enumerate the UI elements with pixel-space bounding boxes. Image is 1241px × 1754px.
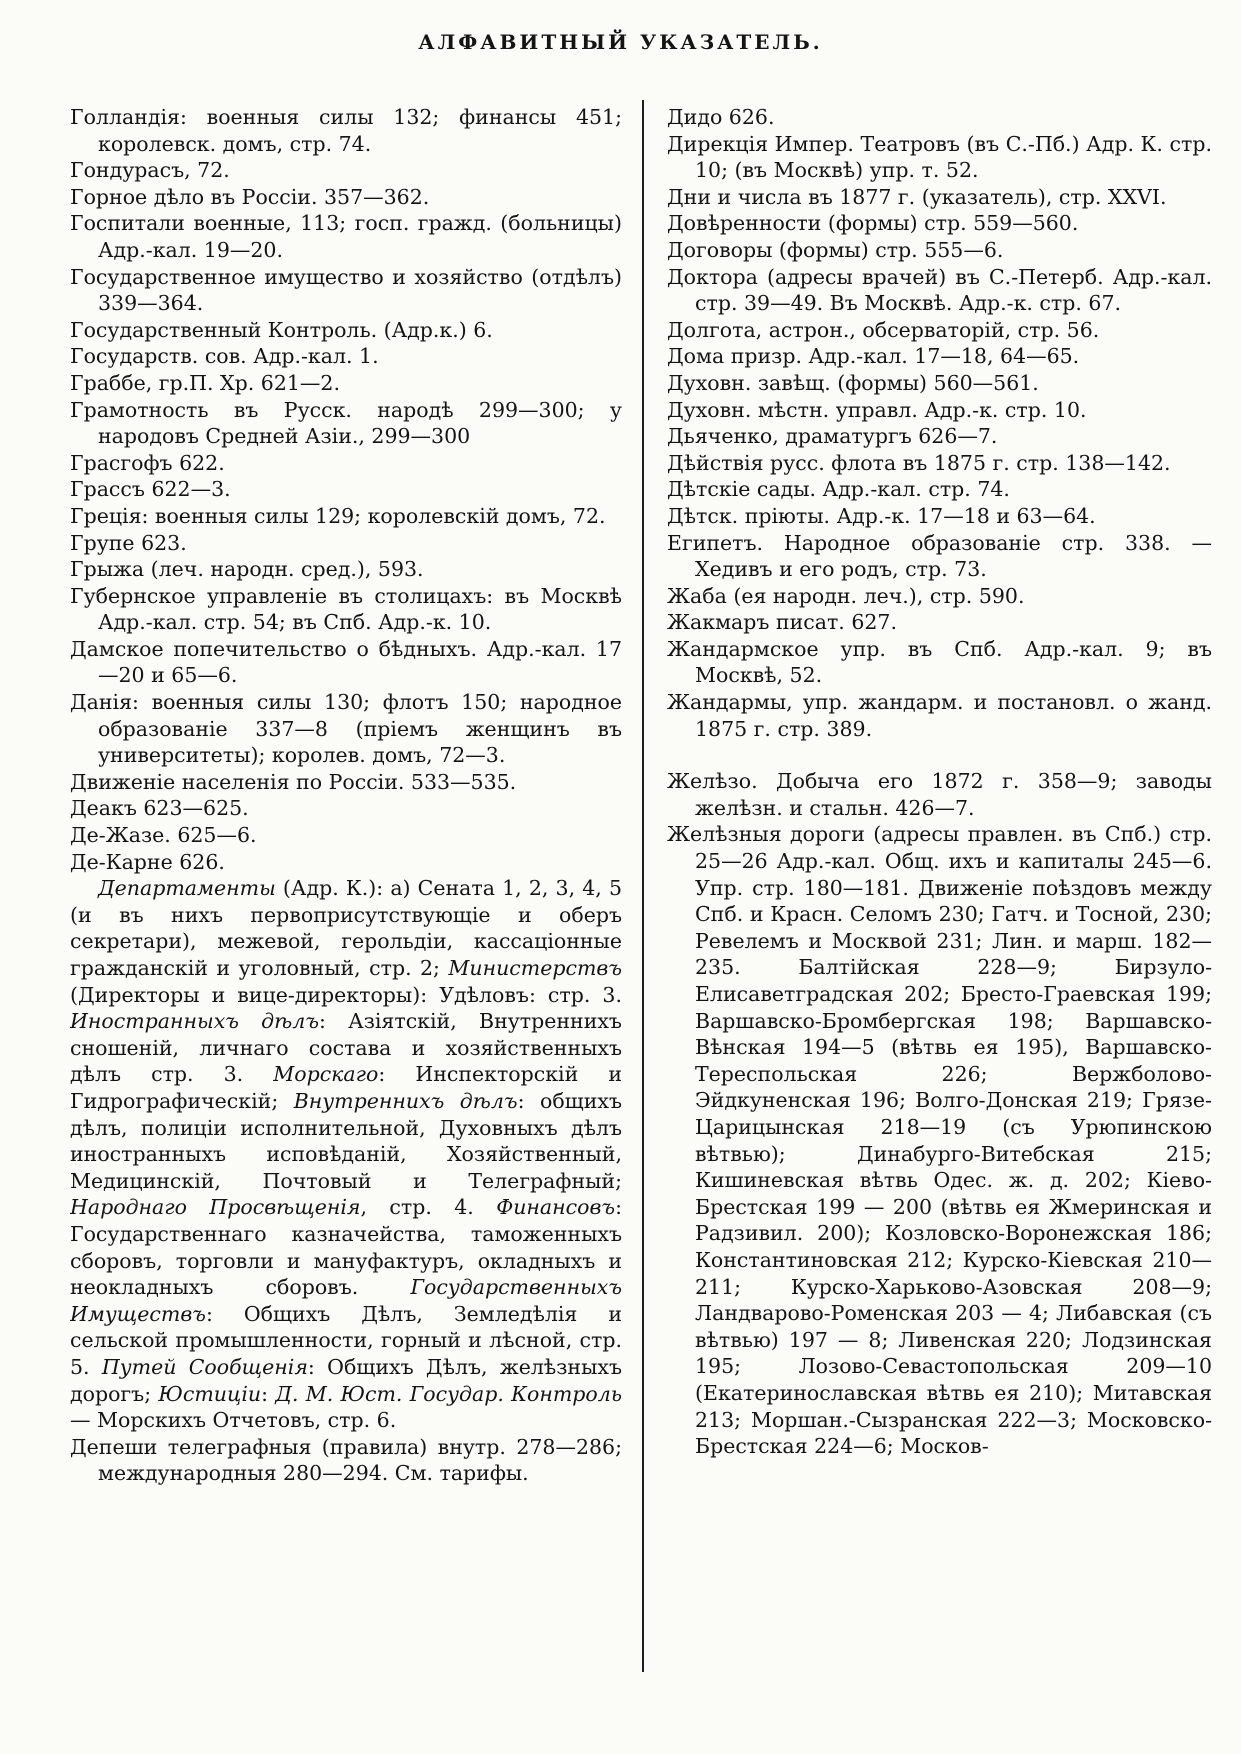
finance-heading: Финансовъ — [496, 1195, 616, 1220]
index-entry: Жандармское упр. въ Спб. Адр.-кал. 9; въ Москвѣ, 52. — [667, 636, 1212, 688]
index-entry: Довѣренности (формы) стр. 559—560. — [667, 211, 1079, 236]
index-entry: Деакъ 623—625. — [70, 796, 249, 821]
ministries-heading: Министерствъ — [448, 956, 622, 980]
index-entry: Депеши телеграфныя (правила) внутр. 278—286; международныя 280—294. См. тарифы. — [70, 1434, 622, 1486]
index-entry: Гондурасъ, 72. — [70, 158, 230, 183]
index-entry: Грассъ 622—3. — [70, 477, 231, 502]
departments-text: : Общихъ Дѣлъ, желѣзныхъ дорогъ; — [70, 1354, 622, 1406]
index-entry: Дома призр. Адр.-кал. 17—18, 64—65. — [667, 344, 1080, 369]
index-entry: Данія: военныя силы 130; флотъ 150; народное образованіе 337—8 (пріемъ женщинъ въ университеты); королев. домъ, 72—3. — [70, 690, 622, 768]
column-divider — [642, 100, 644, 1672]
right-column — [667, 104, 1212, 1724]
left-column — [70, 104, 622, 1724]
departments-text: : Государственнаго казначейства, таможенныхъ сборовъ, торговли и мануфактуръ, окладныхъ и неокладныхъ сборовъ. — [70, 1195, 622, 1300]
index-entry: Госпитали военные, 113; госп. гражд. (больницы) Адр.-кал. 19—20. — [70, 211, 622, 262]
index-entry: Граббе, гр.П. Хр. 621—2. — [70, 370, 340, 395]
index-entry: Государственное имущество и хозяйство (отдѣлъ) 339—364. — [70, 264, 622, 316]
departments-heading: Департаменты — [98, 876, 276, 901]
index-entry: Духовн. мѣстн. управл. Адр.-к. стр. 10. — [667, 397, 1087, 422]
departments-text: (Адр. К.): а) Сената 1, 2, 3, 4, 5 (и въ нихъ первоприсутствующіе и оберъ секретари), межевой, герольдіи, кассаціонные гражданскій и уголовный, стр. 2; — [70, 876, 622, 980]
railways-entry: Желѣзныя дороги (адресы правлен. въ Спб.) стр. 25—26 Адр.-кал. Общ. ихъ и капиталы 245—6. Упр. стр. 180—181. Движеніе поѣздовъ между Спб. и Красн. Селомъ 230; Гатч. и Тосной, 230; Ревелемъ и Москвой 231; Лин. и марш. 182—235. Балтійская 228—9; Бирзуло-Елисаветградская 202; Бресто-Граевская 199; Варшавско-Бромбергская 198; Варшавско-Вѣнская 194—5 (вѣтвь ея 195), Варшавско-Тереспольская 226; Вержболово-Эйдкуненская 196; Волго-Донская 219; Грязе-Царицынская 218—19 (съ Урюпинскою вѣтвью); Динабурго-Витебская 215; Кишиневская вѣтвь Одес. ж. д. 202; Кіево-Брестская 199 — 200 (вѣтвь ея Жмеринская и Радзивил. 200); Козловско-Воронежская 186; Константиновская 212; Курско-Кіевская 210—211; Курско-Харьково-Азовская 208—9; Ландварово-Роменская 203 — 4; Либавская (съ вѣтвью) 197 — 8; Ливенская 220; Лодзинская 195; Лозово-Севастопольская 209—10 (Екатеринославская вѣтвь ея 210); Митавская 213; Моршан.-Сызранская 222—3; Московско-Брестская 224—6; Москов- — [667, 822, 1212, 1459]
index-entry: Де-Карне 626. — [70, 849, 225, 874]
index-entry: Дѣйствія русс. флота въ 1875 г. стр. 138—142. — [667, 450, 1171, 475]
index-entry: Договоры (формы) стр. 555—6. — [667, 237, 1004, 262]
departments-text: : — [261, 1381, 276, 1406]
index-entry: Дѣтск. пріюты. Адр.-к. 17—18 и 63—64. — [667, 503, 1096, 528]
index-entry: Дамское попечительство о бѣдныхъ. Адр.-кал. 17—20 и 65—6. — [70, 636, 622, 688]
index-entry: Дни и числа въ 1877 г. (указатель), стр. XXVI. — [667, 184, 1167, 209]
index-entry: Государственный Контроль. (Адр.к.) 6. — [70, 317, 493, 342]
index-entry: Движеніе населенія по Россіи. 533—535. — [70, 769, 517, 794]
index-entry: Групе 623. — [70, 530, 187, 555]
index-entry: Жандармы, упр. жандарм. и постановл. о жанд. 1875 г. стр. 389. — [667, 690, 1212, 741]
departments-text: : Азіятскій, Внутреннихъ сношеній, личнаго состава и хозяйственныхъ дѣлъ стр. 3. — [70, 1009, 622, 1087]
departments-text: — Морскихъ Отчетовъ, стр. 6. — [70, 1408, 397, 1433]
index-entry: Жаба (ея народн. леч.), стр. 590. — [667, 583, 1025, 608]
index-entry: Государств. сов. Адр.-кал. 1. — [70, 344, 379, 369]
justice-heading: Юстиціи — [158, 1381, 262, 1406]
index-entry: Египетъ. Народное образованіе стр. 338. —Хедивъ и его родъ, стр. 73. — [667, 530, 1212, 582]
index-entry: Дидо 626. — [667, 105, 775, 129]
index-entry: Долгота, астрон., обсерваторій, стр. 56. — [667, 317, 1100, 342]
index-entry: Греція: военныя силы 129; королевскій домъ, 72. — [70, 503, 606, 528]
departments-text: , стр. 4. — [360, 1195, 497, 1220]
page-title: АЛФАВИТНЫЙ УКАЗАТЕЛЬ. — [418, 30, 823, 54]
index-entry: Желѣзо. Добыча его 1872 г. 358—9; заводы желѣзн. и стальн. 426—7. — [667, 769, 1212, 820]
index-entry: Горное дѣло въ Россіи. 357—362. — [70, 184, 430, 209]
index-entry: Грамотность въ Русск. народѣ 299—300; у народовъ Средней Азіи., 299—300 — [70, 397, 622, 449]
index-entry: Дирекція Импер. Театровъ (въ С.-Пб.) Адр. К. стр. 10; (въ Москвѣ) упр. т. 52. — [667, 131, 1212, 183]
education-heading: Народнаго Просвѣщенія — [70, 1195, 361, 1220]
index-entry: Грыжа (леч. народн. сред.), 593. — [70, 557, 424, 582]
index-entry: Духовн. завѣщ. (формы) 560—561. — [667, 370, 1039, 395]
naval-heading: Морскаго — [273, 1062, 379, 1087]
index-entry: Жакмаръ писат. 627. — [667, 610, 897, 635]
index-entry: Дьяченко, драматургъ 626—7. — [667, 424, 998, 449]
departments-text: : общихъ дѣлъ, полиціи исполнительной, Духовныхъ дѣлъ иностранныхъ исповѣданій, Хозяйственный, Медицинскій, Почтовый и Телеграфный; — [70, 1088, 622, 1193]
departments-text: : Инспекторскій и Гидрографическій; — [70, 1062, 622, 1113]
index-entry: Голландія: военныя силы 132; финансы 451; королевск. домъ, стр. 74. — [70, 105, 622, 156]
departments-entry — [70, 875, 622, 1433]
index-entry: Де-Жазе. 625—6. — [70, 823, 257, 848]
communications-heading: Путей Сообщенія — [101, 1354, 308, 1379]
index-entry: Доктора (адресы врачей) въ С.-Петерб. Адр.-кал. стр. 39—49. Въ Москвѣ. Адр.-к. стр. 67. — [667, 264, 1212, 316]
internal-affairs-heading: Внутреннихъ дѣлъ — [293, 1088, 518, 1113]
state-property-heading: Государственныхъ Имуществъ — [70, 1275, 622, 1326]
index-entry: Дѣтскіе сады. Адр.-кал. стр. 74. — [667, 477, 1010, 502]
index-entry: Губернское управленіе въ столицахъ: въ Москвѣ Адр.-кал. стр. 54; въ Спб. Адр.-к. 10. — [70, 583, 622, 635]
foreign-affairs-heading: Иностранныхъ дѣлъ — [70, 1009, 319, 1034]
state-control-heading: Д. М. Юст. Государ. Контроль — [275, 1381, 622, 1406]
departments-text: (Директоры и вице-директоры): Удѣловъ: стр. 3. — [70, 982, 622, 1007]
departments-text: : Общихъ Дѣлъ, Земледѣлія и сельской промышленности, горный и лѣсной, стр. 5. — [70, 1301, 622, 1379]
index-entry: Грасгофъ 622. — [70, 450, 225, 475]
